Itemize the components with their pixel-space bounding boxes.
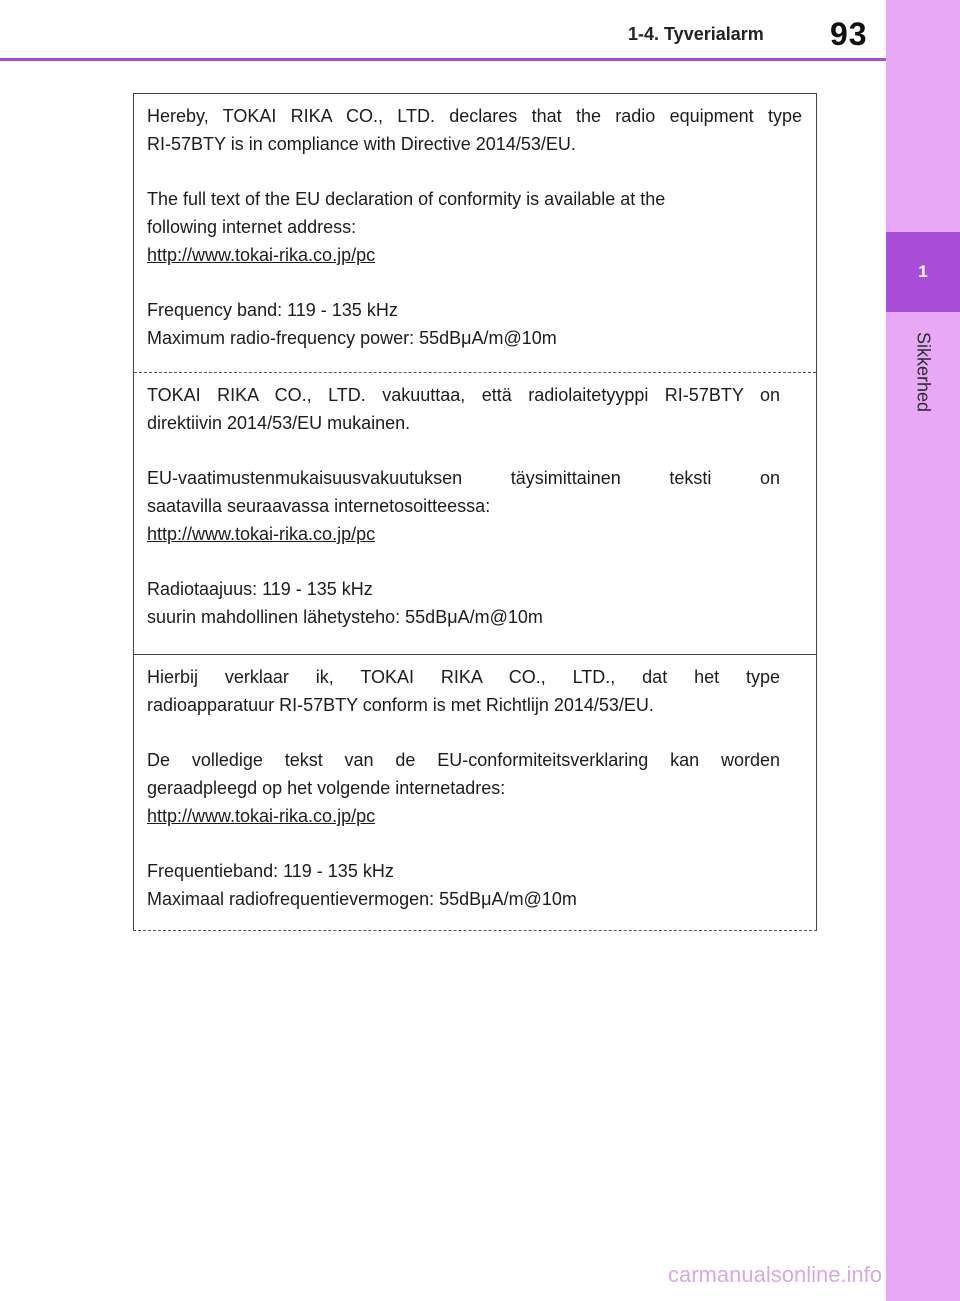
text-line: The full text of the EU declaration of conformity is available at the [147, 189, 666, 209]
frequency-paragraph [147, 296, 802, 352]
frequency-paragraph [147, 575, 802, 631]
text-line: Hereby, TOKAI RIKA CO., LTD. declares that the radio equipment type [147, 106, 802, 126]
declaration-link[interactable]: http://www.tokai-rika.co.jp/pc [147, 806, 376, 826]
declaration-link[interactable]: http://www.tokai-rika.co.jp/pc [147, 524, 376, 544]
declaration-paragraph [147, 663, 802, 719]
declaration-paragraph [147, 102, 802, 158]
chapter-tab[interactable] [886, 232, 960, 312]
declaration-dutch [134, 654, 816, 930]
text-line: direktiivin 2014/53/EU mukainen. [147, 413, 411, 433]
declaration-link[interactable]: http://www.tokai-rika.co.jp/pc [147, 245, 376, 265]
chapter-label: Sikkerhed [913, 331, 934, 413]
declaration-paragraph [147, 381, 802, 437]
text-line: suurin mahdollinen lähetysteho: 55dBμA/m@10m [147, 607, 543, 627]
text-line: geraadpleegd op het volgende internetadres: [147, 778, 506, 798]
header-rule [0, 58, 886, 61]
watermark: carmanualsonline.info [668, 1262, 883, 1287]
frequency-paragraph [147, 857, 802, 913]
text-line: Maximaal radiofrequentievermogen: 55dBμA/m@10m [147, 889, 577, 909]
conformity-paragraph [147, 464, 802, 548]
conformity-paragraph [147, 746, 802, 830]
box-bottom-rule [133, 930, 817, 931]
text-line: radioapparatuur RI-57BTY conform is met Richtlijn 2014/53/EU. [147, 695, 654, 715]
text-line: Radiotaajuus: 119 - 135 kHz [147, 579, 373, 599]
declaration-finnish [134, 372, 816, 654]
page-number: 93 [830, 16, 868, 52]
chapter-sidebar [886, 0, 960, 1301]
section-title: 1-4. Tyverialarm [628, 24, 764, 44]
text-line: Maximum radio-frequency power: 55dBμA/m@10m [147, 328, 557, 348]
text-line: EU-vaatimustenmukaisuusvakuutuksen täysimittainen teksti on [147, 468, 780, 488]
text-line: Hierbij verklaar ik, TOKAI RIKA CO., LTD., dat het type [147, 667, 780, 687]
text-line: saatavilla seuraavassa internetosoitteessa: [147, 496, 491, 516]
text-line: RI-57BTY is in compliance with Directive 2014/53/EU. [147, 134, 576, 154]
text-line: TOKAI RIKA CO., LTD. vakuuttaa, että radiolaitetyyppi RI-57BTY on [147, 385, 780, 405]
conformity-paragraph [147, 185, 802, 269]
text-line: following internet address: [147, 217, 357, 237]
declaration-english [134, 94, 816, 372]
text-line: Frequency band: 119 - 135 kHz [147, 300, 398, 320]
chapter-number: 1 [918, 262, 928, 281]
text-line: Frequentieband: 119 - 135 kHz [147, 861, 394, 881]
text-line: De volledige tekst van de EU-conformiteitsverklaring kan worden [147, 750, 780, 770]
